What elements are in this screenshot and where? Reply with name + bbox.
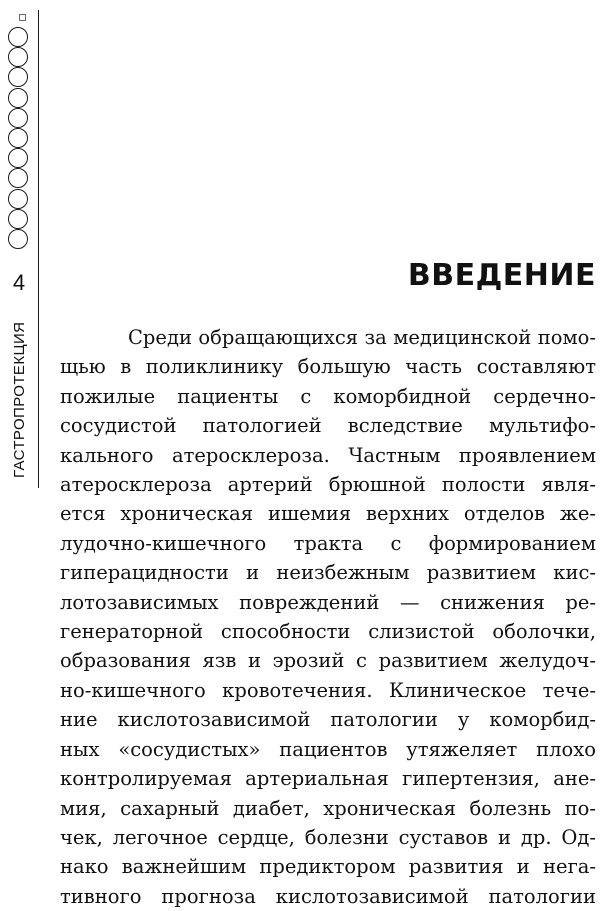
text-line: пожилые пациенты с коморбидной сердечно- <box>60 384 596 408</box>
circle-icon <box>8 189 28 209</box>
text-line: ных «сосудистых» пациентов утяжеляет плохо <box>60 737 596 761</box>
running-head: ГАСТРОПРОТЕКЦИЯ <box>11 321 28 478</box>
text-line: контролируемая артериальная гипертензия, ане- <box>60 767 596 791</box>
text-line: тивного прогноза кислотозависимой патологии <box>60 884 596 908</box>
circle-icon <box>8 209 28 229</box>
circle-icon <box>8 27 28 47</box>
text-line: нако важнейшим предиктором развития и нега- <box>60 855 596 879</box>
square-marker-icon <box>19 14 26 21</box>
circle-icon <box>8 67 28 87</box>
text-line: Среди обращающихся за медицинской помо- <box>128 326 596 349</box>
section-heading: ВВЕДЕНИЕ <box>407 258 596 293</box>
circle-icon <box>8 229 28 249</box>
text-line: атеросклероза артерий брюшной полости явля- <box>60 473 596 497</box>
circle-icon <box>8 148 28 168</box>
text-line: лотозависимых повреждений — снижения ре- <box>60 590 596 614</box>
text-line: ние кислотозависимой патологии у коморбид- <box>60 708 596 732</box>
text-line: лудочно-кишечного тракта с формированием <box>60 531 596 555</box>
text-line: сосудистой патологией вследствие мультифо- <box>60 414 596 438</box>
text-line: образования язв и эрозий с развитием желудоч- <box>60 649 596 673</box>
circle-icon <box>8 168 28 188</box>
text-line: щью в поликлинику большую часть составляют <box>60 355 596 379</box>
circle-icon <box>8 88 28 108</box>
text-line: гиперацидности и неизбежным развитием кис- <box>60 561 596 585</box>
circle-icon <box>8 47 28 67</box>
text-line: генераторной способности слизистой оболочки, <box>60 620 596 644</box>
page-number: 4 <box>12 270 26 295</box>
text-line: чек, легочное сердце, болезни суставов и др. Од- <box>60 825 596 849</box>
sidebar-divider <box>38 10 39 488</box>
circle-icon <box>8 108 28 128</box>
sidebar <box>0 0 40 908</box>
text-line: ется хроническая ишемия верхних отделов же- <box>60 502 596 526</box>
circle-icon <box>8 128 28 148</box>
text-line: но-кишечного кровотечения. Клиническое тече- <box>60 678 596 702</box>
text-line: мия, сахарный диабет, хроническая болезнь по- <box>60 796 596 820</box>
body-paragraph <box>60 323 596 911</box>
text-line: кального атеросклероза. Частным проявлением <box>60 443 596 467</box>
decorative-circles <box>8 27 30 249</box>
